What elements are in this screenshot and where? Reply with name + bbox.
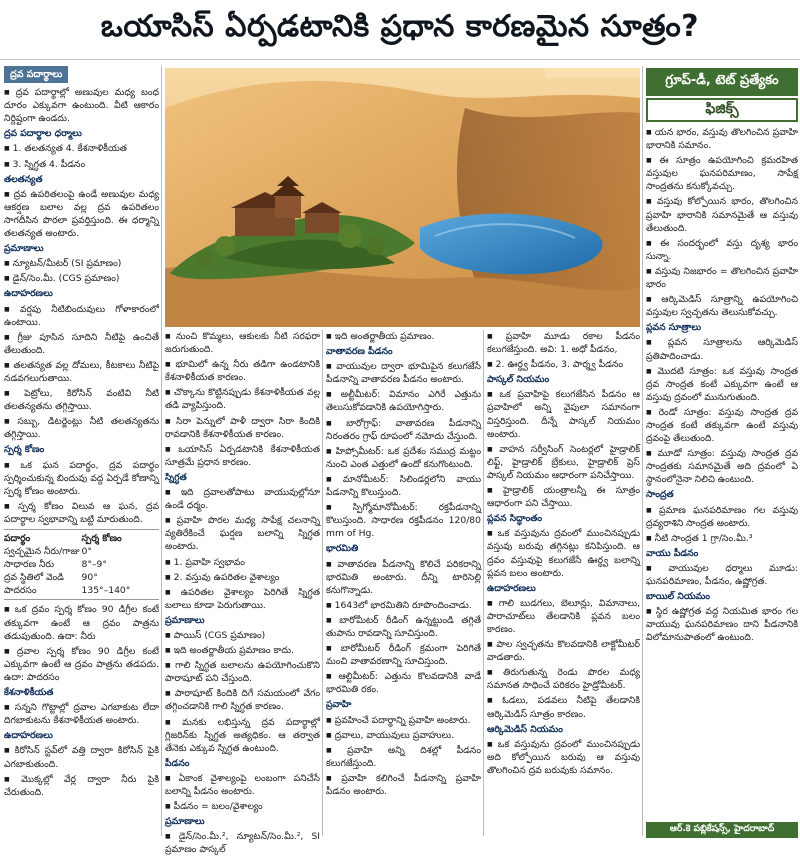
subheading: ఉదాహరణలు	[4, 288, 53, 300]
subheading: కేశనాళికీయత	[4, 687, 54, 699]
paragraph: ■ ఒక ద్రవం స్పర్శ కోణం 90 డిగ్రీల కంటే తక్కువగా ఉంటే ఆ ద్రవం పాత్రను తడుపుతుంది. ఉదా: నీరు	[4, 603, 159, 642]
paragraph: ■ వస్తువు కోల్పోయిన భారం, తొలగించిన ప్రవాహి భారానికి సమానమైతే ఆ వస్తువు తేలుతుంది.	[646, 195, 798, 234]
paragraph: ■ హైడ్రాలిక్ యంత్రాలన్నీ ఈ సూత్రం ఆధారంగా పని చేస్తాయి.	[487, 484, 640, 510]
paragraph: ■ ప్రవహించే పదార్థాన్ని ప్రవాహి అంటారు.	[326, 714, 481, 727]
paragraph: ■ బారోమీటర్ రీడింగ్ క్రమంగా పెరిగితే మంచి వాతావరణాన్ని సూచిస్తుంది.	[326, 642, 481, 668]
paragraph: ■ మొక్కల్లో వేర్ల ద్వారా నీరు పైకి చేరుతుంది.	[4, 773, 159, 799]
paragraph: ■ కిరోసిన్ స్టవ్‌లో వత్తి ద్వారా కిరోసిన్ పైకి ఎగబాకుతుంది.	[4, 744, 159, 770]
column-1-text-continued	[4, 603, 159, 798]
paragraph: ■ మనకు లభిస్తున్న ద్రవ పదార్థాల్లో గ్లిజరిన్‌కు స్నిగ్ధత అత్యధికం. ఆ తర్వాత తేనెకు ఎక్కువ స్నిగ్ధత ఉంటుంది.	[165, 716, 320, 755]
subheading: వాయు పీడనం	[646, 547, 699, 559]
paragraph: ■ ఆర్కిమెడిస్ సూత్రాన్ని ఉపయోగించి వస్తువుల స్వచ్ఛతను తెలుసుకోవచ్చు.	[646, 293, 798, 319]
paragraph: ■ ఓడలు, పడవలు నీటిపై తేలడానికి ఆర్కిమెడిస్ సూత్రం కారణం.	[487, 694, 640, 720]
paragraph: ■ సిరా పెన్నులో పాళీ ద్వారా సిరా కిందికి రావడానికి కేశనాళికీయత కారణం.	[165, 415, 320, 441]
subheading: స్నిగ్ధత	[165, 471, 187, 483]
table-cell: సాధారణ నీరు	[4, 559, 55, 571]
paragraph: ■ ద్రవాలు, వాయువులు ప్రవాహులు.	[326, 729, 481, 742]
paragraph: ■ 1. తలతన్యత 4. కేశనాళికీయత	[4, 142, 159, 155]
paragraph: ■ చొక్కాను కొట్టినప్పుడు కేశనాళికీయత వల్ల తడి వ్యాపిస్తుంది.	[165, 386, 320, 412]
paragraph: ■ పీడనం = బలం/వైశాల్యం	[165, 800, 320, 813]
paragraph: ■ స్పిగ్మోమానోమీటర్: రక్తపీడనాన్ని కొలుస్తుంది. సాధారణ రక్తపీడనం 120/80 mm of Hg.	[326, 501, 481, 540]
paragraph: ■ 2. వస్తువు ఉపరితల వైశాల్యం	[165, 571, 320, 584]
table-cell: ద్రవ స్థితిలో వెండి	[4, 572, 64, 584]
paragraph: ■ సబ్బు, డిటర్జెంట్లు నీటి తలతన్యతను తగ్గిస్తాయి.	[4, 415, 159, 441]
column-4	[487, 330, 640, 836]
table-cell: 135°–140°	[81, 585, 131, 597]
table-row	[4, 571, 159, 584]
column-divider	[161, 66, 162, 836]
subheading: ప్రమాణాలు	[165, 816, 205, 828]
table-cell: 90°	[81, 572, 98, 584]
paragraph: ■ స్పర్శ కోణం విలువ ఆ ఘన, ద్రవ పదార్థాల స్వభావాన్ని బట్టి మారుతుంది.	[4, 500, 159, 526]
paragraph: ■ 2. ఊర్ధ్వ పీడనం, 3. పార్శ్వ పీడనం	[487, 358, 640, 371]
paragraph: ■ పారాషూట్ కిందికి దిగే సమయంలో వేగం తగ్గించడానికి గాలి స్నిగ్ధత కారణం.	[165, 687, 320, 713]
column-3	[326, 330, 481, 836]
paragraph: ■ ఒక ప్రవాహిపై కలుగజేసిన పీడనం ఆ ప్రవాహిలో అన్ని వైపులా సమానంగా విస్తరిస్తుంది. దీన్నే పాస్కల్ నియమం అంటారు.	[487, 388, 640, 440]
paragraph: ■ 3. స్నిగ్ధత 4. పీడనం	[4, 158, 159, 171]
table-cell: 0°	[81, 546, 92, 558]
headline: ఒయాసిస్ ఏర్పడటానికి ప్రధాన కారణమైన సూత్రం?	[0, 0, 800, 60]
paragraph: ■ ఒక వస్తువును ద్రవంలో ముంచినప్పుడు వస్తువు బరువు తగ్గినట్లు కనిపిస్తుంది. ఆ ద్రవం వస్తువుపై కలుగజేసే ఊర్ధ్వ బలాన్ని ప్లవన బలం అంటారు.	[487, 527, 640, 579]
paragraph: ■ బారోగ్రాఫ్: వాతావరణ పీడనాన్ని నిరంతరం గ్రాఫ్ రూపంలో నమోదు చేస్తుంది.	[326, 417, 481, 443]
table-cell: పాదరసం	[4, 585, 37, 597]
column-divider	[322, 330, 323, 836]
paragraph: ■ పాయిస్ (CGS ప్రమాణం)	[165, 629, 320, 642]
column-1	[4, 66, 159, 836]
paragraph: ■ ప్లవన సూత్రాలను ఆర్కిమెడిస్ ప్రతిపాదించాడు.	[646, 336, 798, 362]
table-row	[4, 558, 159, 571]
table-header: పదార్థం స్పర్శ కోణం	[4, 533, 122, 544]
subheading: సాంద్రత	[646, 489, 674, 501]
paragraph: ■ ఒక ఘన పదార్థం, ద్రవ పదార్థం స్పర్శించుకున్న బిందువు వద్ద ఏర్పడే కోణాన్ని స్పర్శ కోణం అంటారు.	[4, 459, 159, 498]
paragraph: ■ పాల స్వచ్ఛతను కొలవడానికి లాక్టోమీటర్ వాడతారు.	[487, 638, 640, 664]
paragraph: ■ బారోమీటర్ రీడింగ్ ఉన్నట్టుండి తగ్గితే తుపాను రావడాన్ని సూచిస్తుంది.	[326, 614, 481, 640]
paragraph: ■ డైన్/సెం.మీ. (CGS ప్రమాణం)	[4, 272, 159, 285]
column-divider	[642, 66, 643, 836]
subheading: ఉదాహరణలు	[487, 582, 536, 594]
paragraph: ■ వాయువుల ధర్మాలు మూడు: ఘనపరిమాణం, పీడనం, ఉష్ణోగ్రత.	[646, 562, 798, 588]
desert-oasis-photo	[165, 68, 640, 327]
subheading: ప్రమాణాలు	[4, 243, 44, 255]
paragraph: ■ గాలి బుడగలు, బెలూన్లు, విమానాలు, పారాచూట్‌లు తేలడానికి ప్లవన బలం కారణం.	[487, 597, 640, 636]
paragraph: ■ ద్రవాల స్పర్శ కోణం 90 డిగ్రీల కంటే ఎక్కువగా ఉంటే ఆ ద్రవం పాత్రను తడపదు. ఉదా: పాదరసం	[4, 645, 159, 684]
paragraph: ■ నుంచి కొమ్మలు, ఆకులకు నీటి సరఫరా జరుగుతుంది.	[165, 330, 320, 356]
paragraph: ■ రెండో సూత్రం: వస్తువు సాంద్రత ద్రవ సాంద్రత కంటే తక్కువగా ఉంటే వస్తువు ద్రవంపై తేలుతుంది.	[646, 406, 798, 445]
paragraph: ■ డైన్/సెం.మీ.², న్యూటన్/సెం.మీ.², SI ప్రమాణం పాస్కల్	[165, 830, 320, 856]
table-row	[4, 584, 159, 597]
paragraph: ■ వాహన సర్వీసింగ్ సెంటర్లలో హైడ్రాలిక్ లిఫ్ట్, హైడ్రాలిక్ బ్రేకులు, హైడ్రాలిక్ ప్రెస్ పాస్కల్ నియమం ఆధారంగా పనిచేస్తాయి.	[487, 443, 640, 482]
publisher-credit: ఆర్.కె పబ్లికేషన్స్, హైదరాబాద్	[646, 822, 798, 838]
table-cell: స్వచ్ఛమైన నీరు/గాజు	[4, 546, 80, 558]
paragraph: ■ ఈ సూత్రం ఉపయోగించి క్రమరహిత వస్తువుల ఘనపరిమాణం, సాపేక్ష సాంద్రతను కనుక్కోవచ్చు.	[646, 154, 798, 193]
paragraph: ■ ప్రవాహి మూడు రకాల పీడనం కలుగజేస్తుంది. అవి: 1. అధో పీడనం,	[487, 330, 640, 356]
paragraph: ■ తలతన్యత వల్ల దోమలు, కీటకాలు నీటిపై నడవగలుగుతాయి.	[4, 359, 159, 385]
paragraph: ■ ఆల్టిమీటర్: ఎత్తును కొలవడానికి వాడే భారమితి రకం.	[326, 670, 481, 696]
paragraph: ■ సన్నని గొట్టాల్లో ద్రవాల ఎగబాకుట లేదా దిగబాకుటను కేశనాళికీయత అంటారు.	[4, 701, 159, 727]
subheading: స్పర్శ కోణం	[4, 444, 45, 456]
paragraph: ■ మూడో సూత్రం: వస్తువు సాంద్రత ద్రవ సాంద్రతకు సమానమైతే అది ద్రవంలో ఏ స్థానంలోనైనా నిలిచి ఉంటుంది.	[646, 447, 798, 486]
paragraph: ■ వస్తువు నిజభారం = తొలగించిన ప్రవాహి భారం	[646, 265, 798, 291]
paragraph: ■ న్యూటన్/మీటర్ (SI ప్రమాణం)	[4, 257, 159, 270]
subheading: పాస్కల్ నియమం	[487, 374, 550, 386]
paragraph: ■ ప్రవాహి అన్ని దిశల్లో పీడనం కలుగజేస్తుంది.	[326, 744, 481, 770]
subheading: ప్రవాహి	[326, 699, 352, 711]
paragraph: ■ స్థిర ఉష్ణోగ్రత వద్ద నియమిత భారం గల వాయువు ఘనపరిమాణం దాని పీడనానికి విలోమానుపాతంలో ఉంటుంది.	[646, 605, 798, 644]
paragraph: ■ వాయువుల ద్వారా భూమిపైన కలుగజేసే పీడనాన్ని వాతావరణ పీడనం అంటారు.	[326, 360, 481, 386]
paragraph: ■ ఒక వస్తువును ద్రవంలో ముంచినప్పుడు అది కోల్పోయిన బరువు ఆ వస్తువు తొలగించిన ద్రవ బరువుకు సమానం.	[487, 738, 640, 777]
paragraph: ■ 1643లో భారమితిని రూపొందించాడు.	[326, 599, 481, 612]
subheading: ప్లవన సూత్రాలు	[646, 322, 702, 334]
paragraph: ■ ప్రవాహి పొరల మధ్య సాపేక్ష చలనాన్ని వ్యతిరేకించే ఘర్షణ బలాన్ని స్నిగ్ధత అంటారు.	[165, 514, 320, 553]
column-divider	[483, 330, 484, 836]
table-row	[4, 545, 159, 558]
paragraph: ■ ఈ సందర్భంలో వస్తు దృశ్య భారం సున్నా.	[646, 237, 798, 263]
contact-angle-table	[4, 529, 159, 600]
subheading: ద్రవ పదార్థాల ధర్మాలు	[4, 128, 82, 140]
table-body	[4, 545, 159, 597]
subheading: ఆర్కిమెడిస్ నియమం	[487, 723, 563, 735]
paragraph: ■ గ్రీజు పూసిన సూదిని నీటిపై ఉంచితే తేలుతుంది.	[4, 331, 159, 357]
paragraph: ■ వాతావరణ పీడనాన్ని కొలిచే పరికరాన్ని భారమితి అంటారు. దీన్ని టారిసెల్లి కనుగొన్నాడు.	[326, 558, 481, 597]
paragraph: ■ వర్షపు నీటిబిందువులు గోళాకారంలో ఉంటాయి.	[4, 303, 159, 329]
subheading: ప్లవన సిద్ధాంతం	[487, 513, 543, 525]
paragraph: ■ ప్రవాహి కలిగించే పీడనాన్ని ప్రవాహి పీడనం అంటారు.	[326, 772, 481, 798]
paragraph: ■ హిప్సోమీటర్: ఒక ప్రదేశం సముద్ర మట్టం నుంచి ఎంత ఎత్తులో ఉందో కనుగొంటుంది.	[326, 445, 481, 471]
subheading: భారమితి	[326, 543, 359, 555]
paragraph: ■ ఉపరితల వైశాల్యం పెరిగితే స్నిగ్ధత బలాలు కూడా పెరుగుతాయి.	[165, 586, 320, 612]
paragraph: ■ ద్రవ ఉపరితలంపై ఉండే అణువుల మధ్య ఆకర్షణ బలాల వల్ల ద్రవ ఉపరితలం సాగదీసిన పొరలా ప్రవర్తిస్తుంది. ఈ ధర్మాన్ని తలతన్యత అంటారు.	[4, 188, 159, 240]
subheading: ప్రమాణాలు	[165, 614, 205, 626]
paragraph: ■ ద్రవ పదార్థాల్లో అణువుల మధ్య బంధ దూరం ఎక్కువగా ఉంటుంది. వీటి ఆకారం నిర్దిష్టంగా ఉండదు.	[4, 86, 159, 125]
paragraph: ■ ఇది అంతర్జాతీయ ప్రమాణం.	[326, 330, 481, 343]
paragraph: ■ ఇది ద్రవాలతోపాటు వాయువుల్లోనూ ఉండే ధర్మం.	[165, 486, 320, 512]
column-5	[646, 126, 798, 820]
subheading: వాతావరణ పీడనం	[326, 346, 393, 358]
paragraph: ■ మొదటి సూత్రం: ఒక వస్తువు సాంద్రత ద్రవ సాంద్రత కంటే ఎక్కువగా ఉంటే ఆ వస్తువు ద్రవంలో మునుగుతుంది.	[646, 365, 798, 404]
paragraph: ■ 1. ప్రవాహి స్వభావం	[165, 556, 320, 569]
paragraph: ■ ఏకాంక వైశాల్యంపై లంబంగా పనిచేసే బలాన్ని పీడనం అంటారు.	[165, 772, 320, 798]
table-cell: 8°–9°	[81, 559, 107, 571]
paragraph: ■ యన భారం, వస్తువు తొలగించిన ప్రవాహి భారానికి సమానం.	[646, 126, 798, 152]
paragraph: ■ భూమిలో ఉన్న నీరు తడిగా ఉండటానికి కేశనాళికీయత కారణం.	[165, 358, 320, 384]
paragraph: ■ తిరుగుతున్న రెండు పొరల మధ్య సమానత సాధించే పరికరం హైడ్రోమీటర్.	[487, 666, 640, 692]
exam-banner: గ్రూప్-డీ, టెట్ ప్రత్యేకం	[646, 68, 798, 96]
column-1-text	[4, 86, 159, 526]
subheading: ఉదాహరణలు	[4, 730, 53, 742]
subheading: బాయిల్ నియమం	[646, 591, 711, 603]
subheading: తలతన్యత	[4, 173, 43, 185]
paragraph: ■ ఒయాసిస్ ఏర్పడటానికి కేశనాళికీయత సూత్రమే ప్రధాన కారణం.	[165, 443, 320, 469]
paragraph: ■ గాలి స్నిగ్ధత బలాలను ఉపయోగించుకొని పారాషూట్ పని చేస్తుంది.	[165, 659, 320, 685]
paragraph: ■ మానోమీటర్: సిలిండర్లలోని వాయు పీడనాన్ని కొలుస్తుంది.	[326, 473, 481, 499]
paragraph: ■ నీటి సాంద్రత 1 గ్రా/సెం.మీ.³	[646, 532, 798, 545]
paragraph: ■ ప్రమాణ ఘనపరిమాణం గల వస్తువు ద్రవ్యరాశిని సాంద్రత అంటారు.	[646, 504, 798, 530]
section-header: ద్రవ పదార్థాలు	[4, 66, 68, 83]
paragraph: ■ పెట్రోలు, కిరోసిన్ వంటివి నీటి తలతన్యతను తగ్గిస్తాయి.	[4, 387, 159, 413]
column-2	[165, 330, 321, 856]
subject-label: ఫిజిక్స్	[646, 98, 798, 122]
subheading: పీడనం	[165, 757, 190, 769]
paragraph: ■ అల్టీమీటర్: విమానం ఎగిరే ఎత్తును తెలుసుకోవడానికి ఉపయోగిస్తారు.	[326, 388, 481, 414]
paragraph: ■ ఇది అంతర్జాతీయ ప్రమాణం కాదు.	[165, 644, 320, 657]
